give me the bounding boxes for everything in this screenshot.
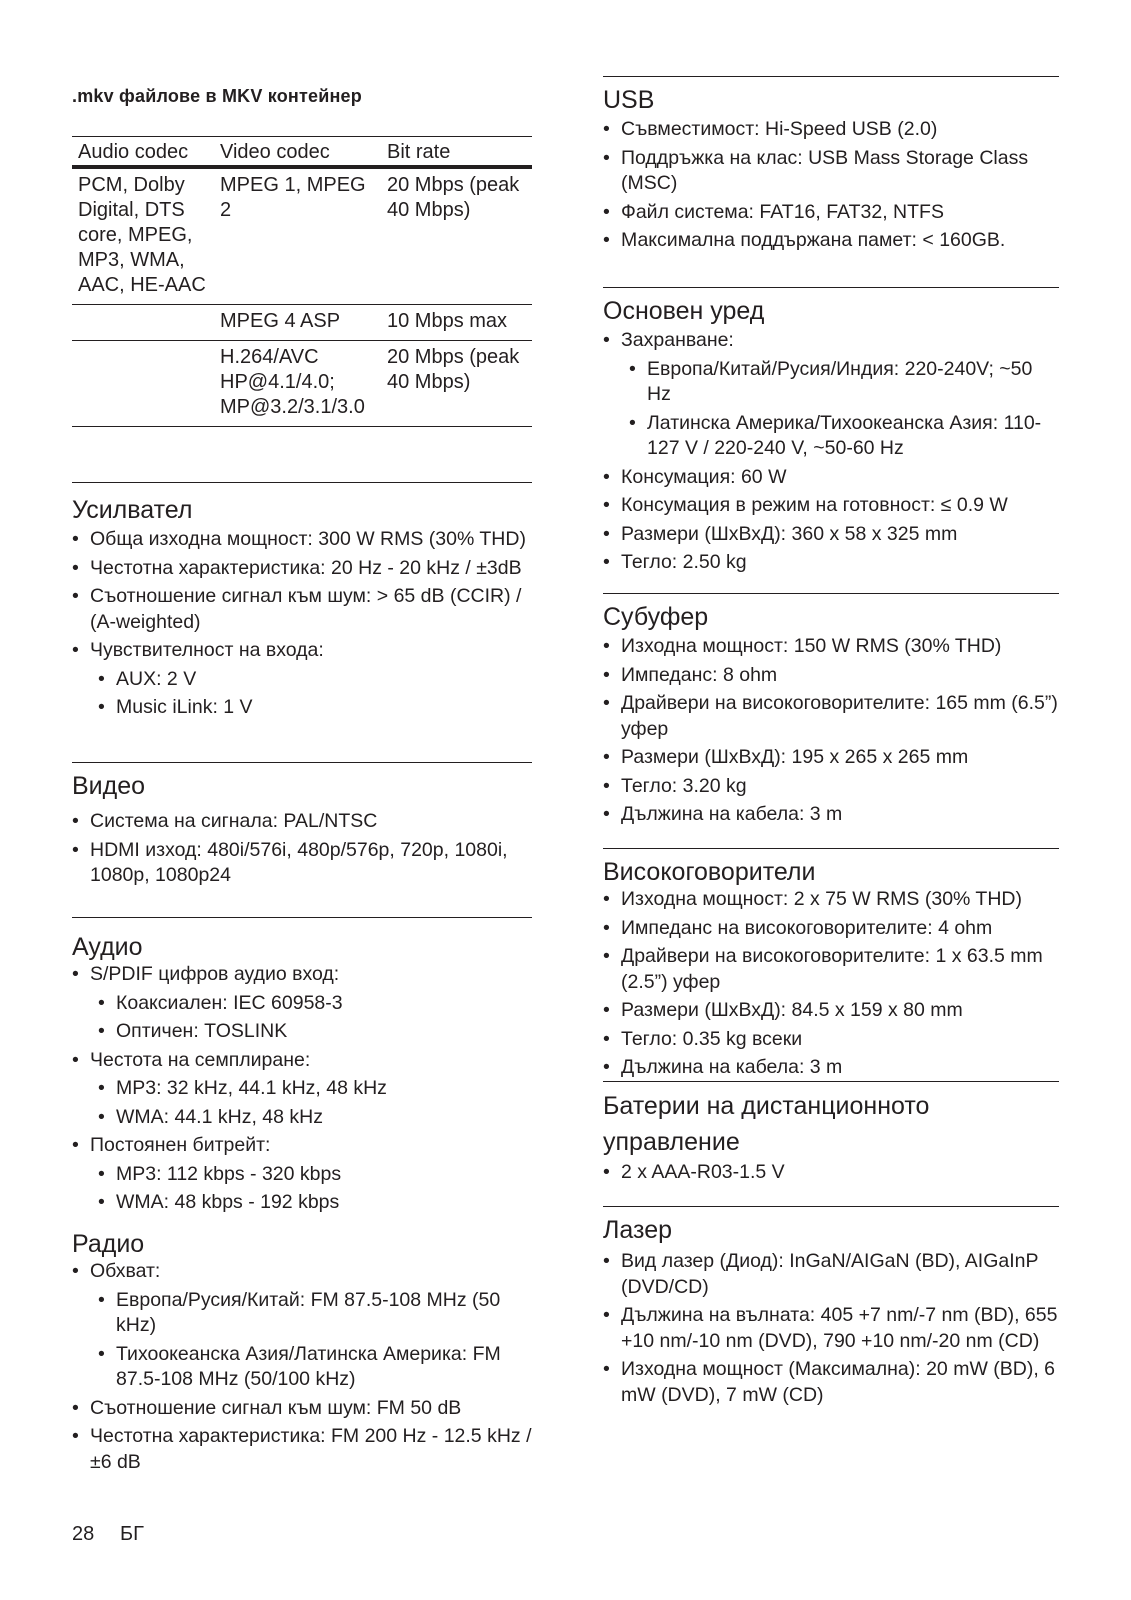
list-item: • Честотна характеристика: 20 Hz - 20 kHz / ±3dB bbox=[72, 556, 532, 582]
section-title: Субуфер bbox=[603, 603, 709, 631]
section-title: Основен уред bbox=[603, 297, 765, 325]
mkv-heading: .mkv файлове в MKV контейнер bbox=[72, 86, 362, 106]
list-item: • WMA: 48 kbps - 192 kbps bbox=[72, 1190, 532, 1216]
section-divider bbox=[603, 287, 1059, 288]
speakers-section bbox=[603, 848, 1059, 1084]
list-item: • Честотна характеристика: FM 200 Hz - 12.5 kHz / ±6 dB bbox=[72, 1424, 532, 1475]
list-item: • MP3: 112 kbps - 320 kbps bbox=[72, 1162, 532, 1188]
table-row bbox=[72, 341, 532, 427]
spec-list bbox=[603, 634, 1059, 828]
list-item: • Вид лазер (Диод): InGaN/AIGaN (BD), AIGaInP (DVD/CD) bbox=[603, 1249, 1059, 1300]
header-audio-codec: Audio codec bbox=[72, 137, 214, 168]
section-divider bbox=[603, 76, 1059, 77]
list-item: • 2 x AAA-R03-1.5 V bbox=[603, 1160, 1059, 1186]
table-cell: PCM, Dolby Digital, DTS core, MPEG, MP3, WMA, AAC, HE-AAC bbox=[72, 167, 214, 305]
section-title: Радио bbox=[72, 1230, 145, 1258]
list-item: • Обхват: bbox=[72, 1259, 532, 1285]
spec-list bbox=[603, 117, 1059, 254]
list-item: • Дължина на кабела: 3 m bbox=[603, 1055, 1059, 1081]
list-item: • Тегло: 3.20 kg bbox=[603, 774, 1059, 800]
section-divider bbox=[72, 917, 532, 918]
list-item: • Размери (ШхВхД): 84.5 x 159 x 80 mm bbox=[603, 998, 1059, 1024]
section-divider bbox=[603, 848, 1059, 849]
section-title: Аудио bbox=[72, 933, 143, 961]
list-item: • Импеданс на високоговорителите: 4 ohm bbox=[603, 916, 1059, 942]
list-item: • Латинска Америка/Тихоокеанска Азия: 110-127 V / 220-240 V, ~50-60 Hz bbox=[603, 411, 1059, 462]
subwoofer-section bbox=[603, 593, 1059, 831]
video-section bbox=[72, 762, 532, 892]
list-item: • WMA: 44.1 kHz, 48 kHz bbox=[72, 1105, 532, 1131]
spec-list bbox=[603, 1160, 1059, 1186]
list-item: • Импеданс: 8 ohm bbox=[603, 663, 1059, 689]
list-item: • Размери (ШхВхД): 360 x 58 x 325 mm bbox=[603, 522, 1059, 548]
list-item: • Изходна мощност: 150 W RMS (30% THD) bbox=[603, 634, 1059, 660]
table-cell: MPEG 1, MPEG 2 bbox=[214, 167, 381, 305]
list-item: • Дължина на вълната: 405 +7 nm/-7 nm (BD), 655 +10 nm/-10 nm (DVD), 790 +10 nm/-20 nm (CD) bbox=[603, 1303, 1059, 1354]
table-cell bbox=[72, 341, 214, 427]
list-item: • Поддръжка на клас: USB Mass Storage Class (MSC) bbox=[603, 146, 1059, 197]
table-cell: 20 Mbps (peak 40 Mbps) bbox=[381, 341, 532, 427]
list-item: • S/PDIF цифров аудио вход: bbox=[72, 962, 532, 988]
list-item: • Максимална поддържана памет: < 160GB. bbox=[603, 228, 1059, 254]
section-divider bbox=[603, 1081, 1059, 1082]
list-item: • MP3: 32 kHz, 44.1 kHz, 48 kHz bbox=[72, 1076, 532, 1102]
spec-list bbox=[603, 328, 1059, 576]
list-item: • Съвместимост: Hi-Speed USB (2.0) bbox=[603, 117, 1059, 143]
list-item: • Коаксиален: IEC 60958-3 bbox=[72, 991, 532, 1017]
list-item: • Консумация в режим на готовност: ≤ 0.9 W bbox=[603, 493, 1059, 519]
table-cell: 10 Mbps max bbox=[381, 305, 532, 341]
list-item: • AUX: 2 V bbox=[72, 667, 532, 693]
table-cell: H.264/AVC HP@4.1/4.0; MP@3.2/3.1/3.0 bbox=[214, 341, 381, 427]
table-header-row bbox=[72, 137, 532, 168]
spec-list bbox=[72, 527, 532, 721]
list-item: • Music iLink: 1 V bbox=[72, 695, 532, 721]
list-item: • Тихоокеанска Азия/Латинска Америка: FM 87.5-108 MHz (50/100 kHz) bbox=[72, 1342, 532, 1393]
section-divider bbox=[603, 1206, 1059, 1207]
section-divider bbox=[72, 762, 532, 763]
radio-section bbox=[72, 1229, 532, 1478]
list-item: • Размери (ШхВхД): 195 x 265 x 265 mm bbox=[603, 745, 1059, 771]
header-bit-rate: Bit rate bbox=[381, 137, 532, 168]
list-item: • Съотношение сигнал към шум: > 65 dB (CCIR) / (A-weighted) bbox=[72, 584, 532, 635]
spec-list bbox=[72, 809, 532, 889]
table-cell bbox=[72, 305, 214, 341]
list-item: • Изходна мощност: 2 x 75 W RMS (30% THD) bbox=[603, 887, 1059, 913]
table-row bbox=[72, 305, 532, 341]
usb-section bbox=[603, 76, 1059, 257]
section-title: Високоговорители bbox=[603, 858, 816, 886]
section-title: Батерии на дистанционното управление bbox=[603, 1092, 930, 1156]
list-item: • Дължина на кабела: 3 m bbox=[603, 802, 1059, 828]
section-title: Лазер bbox=[603, 1216, 673, 1244]
main-unit-section bbox=[603, 287, 1059, 579]
table-cell: MPEG 4 ASP bbox=[214, 305, 381, 341]
section-divider bbox=[603, 593, 1059, 594]
spec-list bbox=[72, 962, 532, 1216]
list-item: • Захранване: bbox=[603, 328, 1059, 354]
header-video-codec: Video codec bbox=[214, 137, 381, 168]
list-item: • Честота на семплиране: bbox=[72, 1048, 532, 1074]
list-item: • Оптичен: TOSLINK bbox=[72, 1019, 532, 1045]
list-item: • Драйвери на високоговорителите: 1 x 63.5 mm (2.5”) уфер bbox=[603, 944, 1059, 995]
list-item: • Файл система: FAT16, FAT32, NTFS bbox=[603, 200, 1059, 226]
table-cell: 20 Mbps (peak 40 Mbps) bbox=[381, 167, 532, 305]
section-title: Усилвател bbox=[72, 496, 193, 524]
list-item: • Консумация: 60 W bbox=[603, 465, 1059, 491]
section-divider bbox=[72, 482, 532, 483]
list-item: • Изходна мощност (Максимална): 20 mW (BD), 6 mW (DVD), 7 mW (CD) bbox=[603, 1357, 1059, 1408]
list-item: • Драйвери на високоговорителите: 165 mm (6.5”) уфер bbox=[603, 691, 1059, 742]
list-item: • Съотношение сигнал към шум: FM 50 dB bbox=[72, 1396, 532, 1422]
spec-list bbox=[72, 1259, 532, 1475]
list-item: • Европа/Китай/Русия/Индия: 220-240V; ~50 Hz bbox=[603, 357, 1059, 408]
spec-list bbox=[603, 1249, 1059, 1408]
page-number: 28 bbox=[72, 1523, 95, 1545]
list-item: • Система на сигнала: PAL/NTSC bbox=[72, 809, 532, 835]
list-item: • HDMI изход: 480i/576i, 480p/576p, 720p, 1080i, 1080p, 1080p24 bbox=[72, 838, 532, 889]
list-item: • Постоянен битрейт: bbox=[72, 1133, 532, 1159]
list-item: • Европа/Русия/Китай: FM 87.5-108 MHz (50 kHz) bbox=[72, 1288, 532, 1339]
mkv-codec-table bbox=[72, 136, 532, 427]
table-row bbox=[72, 167, 532, 305]
page-language: БГ bbox=[120, 1523, 144, 1545]
list-item: • Тегло: 0.35 kg всеки bbox=[603, 1027, 1059, 1053]
spec-list bbox=[603, 887, 1059, 1081]
section-title: USB bbox=[603, 86, 655, 114]
section-title: Видео bbox=[72, 772, 146, 800]
amplifier-section bbox=[72, 482, 532, 724]
list-item: • Тегло: 2.50 kg bbox=[603, 550, 1059, 576]
audio-section bbox=[72, 917, 532, 1219]
list-item: • Чувствителност на входа: bbox=[72, 638, 532, 664]
list-item: • Обща изходна мощност: 300 W RMS (30% THD) bbox=[72, 527, 532, 553]
batteries-section bbox=[603, 1081, 1059, 1189]
laser-section bbox=[603, 1206, 1059, 1411]
